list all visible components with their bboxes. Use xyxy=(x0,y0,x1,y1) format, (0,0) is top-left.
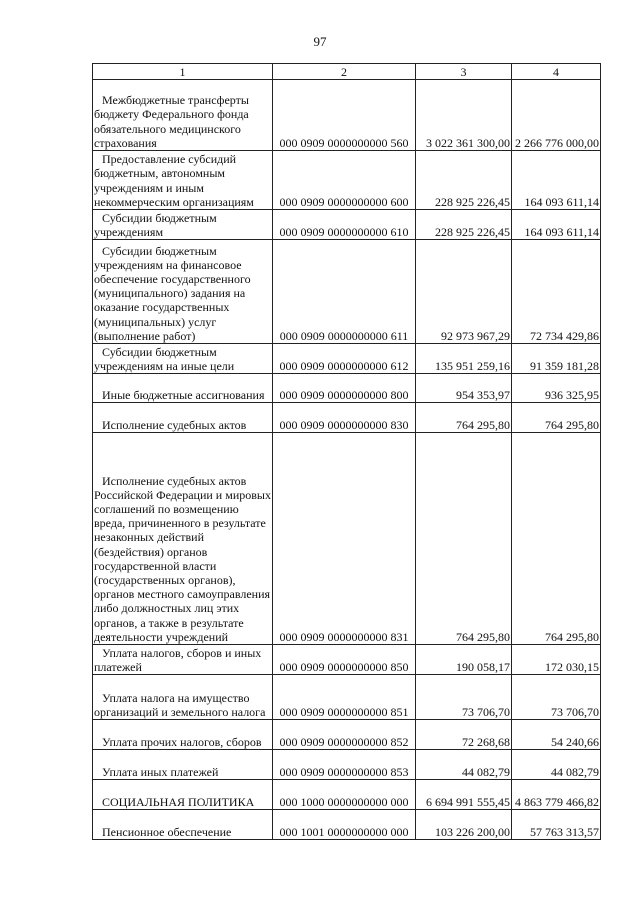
row-value-2: 764 295,80 xyxy=(512,403,601,433)
table-row xyxy=(93,433,601,645)
row-name: Субсидии бюджетным учреждениям на финансовое обеспечение государственного (муниципального) задания на оказание государственных (муниципальных) услуг (выполнение работ) xyxy=(93,240,273,344)
row-value-2: 72 734 429,86 xyxy=(512,240,601,344)
header-col-2: 2 xyxy=(273,64,416,80)
row-value-1: 6 694 991 555,45 xyxy=(416,780,512,810)
table-row xyxy=(93,720,601,750)
row-name: Иные бюджетные ассигнования xyxy=(93,374,273,403)
table-row xyxy=(93,750,601,780)
row-value-1: 190 058,17 xyxy=(416,645,512,675)
table-row xyxy=(93,80,601,151)
row-code: 000 0909 0000000000 850 xyxy=(273,645,416,675)
row-name: Исполнение судебных актов xyxy=(93,403,273,433)
row-code: 000 0909 0000000000 853 xyxy=(273,750,416,780)
row-name: Уплата налога на имущество организаций и земельного налога xyxy=(93,675,273,720)
row-value-1: 228 925 226,45 xyxy=(416,151,512,210)
page-number: 97 xyxy=(313,34,327,49)
table-row xyxy=(93,780,601,810)
table-row xyxy=(93,374,601,403)
row-name: Уплата иных платежей xyxy=(93,750,273,780)
row-name: Субсидии бюджетным учреждениям на иные цели xyxy=(93,344,273,374)
row-code: 000 0909 0000000000 560 xyxy=(273,80,416,151)
row-value-2: 54 240,66 xyxy=(512,720,601,750)
row-code: 000 0909 0000000000 852 xyxy=(273,720,416,750)
row-code: 000 1000 0000000000 000 xyxy=(273,780,416,810)
table-row xyxy=(93,151,601,210)
row-code: 000 0909 0000000000 600 xyxy=(273,151,416,210)
header-col-3: 3 xyxy=(416,64,512,80)
row-value-2: 936 325,95 xyxy=(512,374,601,403)
row-value-2: 73 706,70 xyxy=(512,675,601,720)
row-value-1: 3 022 361 300,00 xyxy=(416,80,512,151)
row-value-2: 764 295,80 xyxy=(512,433,601,645)
row-code: 000 1001 0000000000 000 xyxy=(273,810,416,840)
table-row xyxy=(93,240,601,344)
table-row xyxy=(93,403,601,433)
row-code: 000 0909 0000000000 612 xyxy=(273,344,416,374)
row-code: 000 0909 0000000000 830 xyxy=(273,403,416,433)
table-row xyxy=(93,344,601,374)
row-name: Межбюджетные трансферты бюджету Федерального фонда обязательного медицинского страхования xyxy=(93,80,273,151)
header-col-1: 1 xyxy=(93,64,273,80)
row-name: Субсидии бюджетным учреждениям xyxy=(93,210,273,240)
table-header-row xyxy=(93,64,601,80)
table-row xyxy=(93,210,601,240)
row-name: Предоставление субсидий бюджетным, автономным учреждениям и иным некоммерческим организациям xyxy=(93,151,273,210)
row-name: СОЦИАЛЬНАЯ ПОЛИТИКА xyxy=(93,780,273,810)
row-value-1: 135 951 259,16 xyxy=(416,344,512,374)
row-name: Исполнение судебных актов Российской Федерации и мировых соглашений по возмещению вреда, причиненного в результате незаконных действий (бездействия) органов государственной власти (государственных органов), органов местного самоуправления либо должностных лиц этих органов, а также в результате деятельности учреждений xyxy=(93,433,273,645)
row-name: Уплата прочих налогов, сборов xyxy=(93,720,273,750)
row-name: Пенсионное обеспечение xyxy=(93,810,273,840)
row-code: 000 0909 0000000000 800 xyxy=(273,374,416,403)
row-value-2: 91 359 181,28 xyxy=(512,344,601,374)
table-row xyxy=(93,810,601,840)
row-value-1: 73 706,70 xyxy=(416,675,512,720)
row-value-2: 164 093 611,14 xyxy=(512,151,601,210)
table-row xyxy=(93,675,601,720)
row-value-2: 4 863 779 466,82 xyxy=(512,780,601,810)
header-col-4: 4 xyxy=(512,64,601,80)
row-value-2: 2 266 776 000,00 xyxy=(512,80,601,151)
row-value-2: 172 030,15 xyxy=(512,645,601,675)
row-value-1: 954 353,97 xyxy=(416,374,512,403)
row-value-1: 92 973 967,29 xyxy=(416,240,512,344)
row-code: 000 0909 0000000000 611 xyxy=(273,240,416,344)
row-value-1: 44 082,79 xyxy=(416,750,512,780)
row-code: 000 0909 0000000000 851 xyxy=(273,675,416,720)
row-value-2: 164 093 611,14 xyxy=(512,210,601,240)
row-value-1: 228 925 226,45 xyxy=(416,210,512,240)
row-value-2: 44 082,79 xyxy=(512,750,601,780)
row-value-1: 103 226 200,00 xyxy=(416,810,512,840)
budget-table xyxy=(92,63,601,840)
row-value-1: 764 295,80 xyxy=(416,403,512,433)
row-code: 000 0909 0000000000 610 xyxy=(273,210,416,240)
row-name: Уплата налогов, сборов и иных платежей xyxy=(93,645,273,675)
row-value-1: 72 268,68 xyxy=(416,720,512,750)
row-code: 000 0909 0000000000 831 xyxy=(273,433,416,645)
table-row xyxy=(93,645,601,675)
row-value-2: 57 763 313,57 xyxy=(512,810,601,840)
row-value-1: 764 295,80 xyxy=(416,433,512,645)
